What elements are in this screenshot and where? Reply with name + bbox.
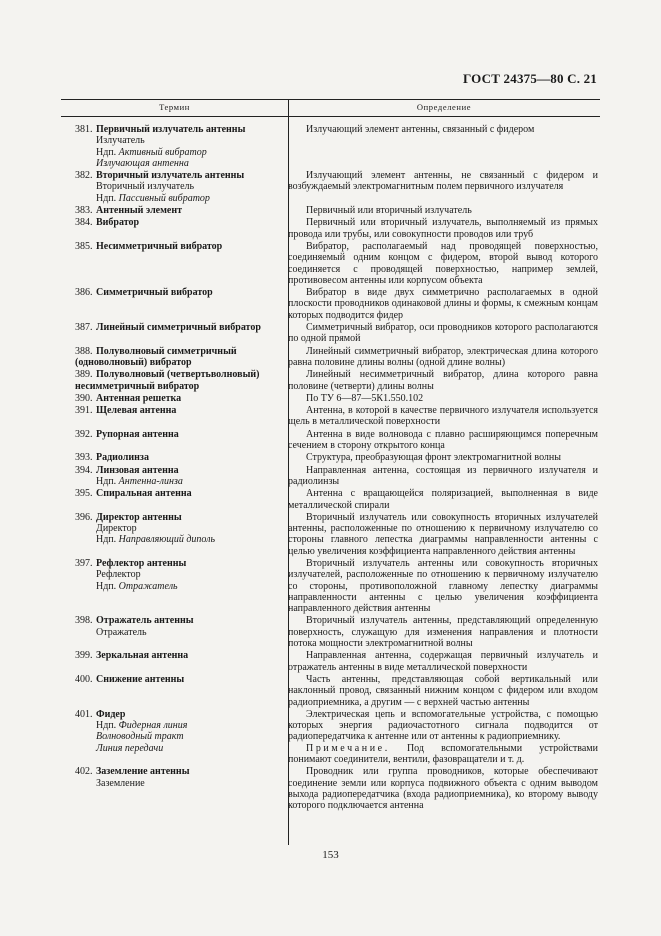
definition-text: Структура, преобразующая фронт электромагнитной волны: [306, 452, 561, 464]
synonym-prefix: Ндп.: [96, 534, 119, 546]
definition-text: Излучающий элемент антенны, не связанный с фидером и возбуждаемый электромагнитным полем первичного излучателя: [288, 170, 598, 193]
term-heading: [75, 558, 283, 569]
definition-text: Проводник или группа проводников, которые обеспечивают соединение земли или корпуса подвижного объекта с одним выводом выхода радиопередатчика (входа радиоприемника), ко второму выводу которого подключается антенна: [288, 766, 598, 812]
term-name: Линзовая антенна: [96, 464, 179, 476]
term-synonym: [75, 731, 283, 742]
term-number: 383.: [75, 205, 93, 217]
definition-note: [288, 743, 598, 766]
definition-text: Первичный или вторичный излучатель, выполняемый из прямых провода или трубы, или совокупности проводов или труб: [288, 217, 598, 240]
table-row: [61, 512, 600, 557]
definition-text: Электрическая цепь и вспомогательные устройства, с помощью которых энергия радиочастотного сигнала подводится от радиопередатчика к антенне или от антенны к радиоприемнику.: [288, 708, 598, 743]
synonym-prefix: Ндп.: [96, 580, 119, 592]
term-name: Полуволновый (четвертьволновый) несимметричный вибратор: [75, 369, 260, 392]
column-header-term: Термин: [159, 102, 190, 112]
term-cell: [61, 287, 283, 321]
term-heading: [75, 393, 283, 404]
table-row: [61, 558, 600, 614]
definition-text: Вибратор, располагаемый над проводящей поверхностью, соединяемый одним концом с фидером, второй вывод которого соединяется с проводящей поверхностью, например землей, противовесом антенны или корпусом объекта: [288, 240, 598, 286]
term-number: 391.: [75, 405, 93, 417]
definition-cell: [288, 615, 598, 649]
term-synonym: [75, 720, 283, 731]
definition-cell: [288, 429, 598, 452]
term-synonym: [75, 476, 283, 487]
term-number: 394.: [75, 464, 93, 476]
term-name: Директор антенны: [96, 511, 182, 523]
term-cell: [61, 650, 283, 673]
definition-cell: [288, 322, 598, 345]
definition-cell: [288, 170, 598, 204]
term-cell: [61, 488, 283, 511]
table-header-rule: [61, 116, 600, 117]
table-row: [61, 405, 600, 428]
term-heading: [75, 452, 283, 463]
term-heading: [75, 217, 283, 228]
term-synonym: [75, 158, 283, 169]
term-number: 396.: [75, 511, 93, 523]
table-row: [61, 124, 600, 169]
term-number: 386.: [75, 287, 93, 299]
table-row: [61, 615, 600, 649]
term-number: 399.: [75, 650, 93, 662]
synonym-text: Рефлектор: [96, 569, 141, 581]
definition-text: Линейный несимметричный вибратор, длина которого равна половине (четверти) длины волны: [288, 369, 598, 392]
table-row: [61, 170, 600, 204]
term-heading: [75, 124, 283, 135]
term-heading: [75, 709, 283, 720]
term-name: Зеркальная антенна: [96, 650, 189, 662]
terms-table: [61, 124, 600, 813]
term-number: 393.: [75, 452, 93, 464]
term-name: Спиральная антенна: [96, 488, 192, 500]
term-cell: [61, 124, 283, 169]
term-synonym: [75, 778, 283, 789]
term-cell: [61, 205, 283, 216]
definition-cell: [288, 766, 598, 811]
definition-cell: [288, 369, 598, 392]
term-heading: [75, 405, 283, 416]
term-cell: [61, 766, 283, 811]
definition-cell: [288, 558, 598, 614]
definition-cell: [288, 465, 598, 488]
table-row: [61, 322, 600, 345]
synonym-text: Излучатель: [96, 135, 145, 147]
term-cell: [61, 393, 283, 404]
definition-text: Направленная антенна, содержащая первичный излучатель и отражатель антенны в виде металлической поверхности: [288, 650, 598, 673]
table-row: [61, 393, 600, 404]
term-number: 382.: [75, 170, 93, 182]
term-number: 402.: [75, 766, 93, 778]
definition-text: Вторичный излучатель антенны, представляющий определенную поверхность, служащую для изменения направления и плотности потока мощности электромагнитной волны: [288, 615, 598, 650]
term-cell: [61, 429, 283, 452]
term-number: 389.: [75, 369, 93, 381]
term-name: Антенный элемент: [96, 205, 183, 217]
synonym-text: Активный вибратор: [118, 146, 207, 158]
term-heading: [75, 650, 283, 661]
term-cell: [61, 405, 283, 428]
definition-cell: [288, 405, 598, 428]
term-cell: [61, 558, 283, 614]
note-label: Примечание.: [306, 742, 390, 754]
term-cell: [61, 512, 283, 557]
definition-text: Часть антенны, представляющая собой вертикальный или наклонный провод, связанный нижним концом с фидером или входом радиоприемника, а другим — с верхней частью антенны: [288, 673, 598, 708]
synonym-text: Направляющий диполь: [118, 534, 216, 546]
definition-cell: [288, 674, 598, 708]
definition-text: Излучающий элемент антенны, связанный с фидером: [306, 124, 535, 135]
term-synonym: [75, 627, 283, 638]
definition-text: Вторичный излучатель антенны или совокупность вторичных излучателей, расположенные по отношению к первичному излучателю со стороны, противоположной главному лепестку диаграммы направленности антенны с целью увеличения коэффициента направленного действия антенны: [288, 557, 598, 615]
term-heading: [75, 429, 283, 440]
term-heading: [75, 241, 283, 252]
term-synonym: [75, 534, 283, 545]
term-synonym: [75, 523, 283, 534]
definition-cell: [288, 287, 598, 321]
table-row: [61, 465, 600, 488]
term-heading: [75, 766, 283, 777]
term-cell: [61, 709, 283, 765]
definition-cell: [288, 217, 598, 240]
term-heading: [75, 346, 283, 369]
synonym-text: Вторичный излучатель: [96, 181, 195, 193]
term-synonym: [75, 147, 283, 158]
term-cell: [61, 170, 283, 204]
definition-text: Вторичный излучатель или совокупность вторичных излучателей антенны, расположенные по отношению к первичному излучателю со стороны главного лепестка диаграммы направленности антенны с целью увеличения коэффициента направленного действия антенны: [288, 511, 598, 557]
term-name: Щелевая антенна: [96, 405, 177, 417]
definition-cell: [288, 346, 598, 369]
page-number: 153: [322, 849, 339, 861]
note-text: Под вспомогательными устройствами понимают соединители, вентили, фазовращатели и т. д.: [288, 742, 598, 766]
synonym-text: Излучающая антенна: [96, 157, 189, 169]
term-name: Рефлектор антенны: [96, 557, 187, 569]
term-number: 381.: [75, 124, 93, 135]
synonym-text: Волноводный тракт: [96, 731, 184, 743]
definition-text: Первичный или вторичный излучатель: [306, 205, 472, 217]
definition-cell: [288, 488, 598, 511]
term-cell: [61, 615, 283, 649]
term-cell: [61, 322, 283, 345]
term-name: Рупорная антенна: [96, 428, 179, 440]
term-heading: [75, 205, 283, 216]
term-name: Отражатель антенны: [96, 615, 194, 627]
definition-text: Антенна, в которой в качестве первичного излучателя используется щель в металлической поверхности: [288, 405, 598, 428]
table-row: [61, 650, 600, 673]
term-synonym: [75, 569, 283, 580]
term-number: 392.: [75, 428, 93, 440]
synonym-text: Отражатель: [118, 580, 178, 592]
synonym-text: Отражатель: [96, 626, 147, 638]
table-top-rule: [61, 99, 600, 100]
definition-cell: [288, 709, 598, 765]
definition-text: Антенна с вращающейся поляризацией, выполненная в виде металлической спирали: [288, 488, 598, 511]
table-row: [61, 217, 600, 240]
synonym-text: Заземление: [96, 777, 145, 789]
table-row: [61, 709, 600, 765]
term-number: 397.: [75, 557, 93, 569]
definition-text: Антенна в виде волновода с плавно расширяющимся поперечным сечением в сторону открытого конца: [288, 428, 598, 452]
table-row: [61, 674, 600, 708]
term-name: Линейный симметричный вибратор: [96, 322, 261, 334]
synonym-prefix: Ндп.: [96, 146, 119, 158]
synonym-prefix: Ндп.: [96, 475, 119, 487]
term-name: Снижение антенны: [96, 673, 185, 685]
table-row: [61, 766, 600, 811]
column-header-definition: Определение: [416, 102, 472, 112]
term-number: 390.: [75, 392, 93, 404]
term-cell: [61, 452, 283, 463]
table-row: [61, 452, 600, 463]
term-cell: [61, 369, 283, 392]
definition-text: Вибратор в виде двух симметрично располагаемых в одной плоскости проводников одинаковой длины и формы, к смежным концам которых подводится фидер: [288, 287, 598, 321]
term-name: Вибратор: [96, 217, 140, 229]
term-name: Радиолинза: [96, 452, 149, 464]
synonym-text: Директор: [96, 523, 137, 535]
definition-text: Направленная антенна, состоящая из первичного излучателя и радиолинзы: [288, 464, 598, 487]
definition-cell: [288, 452, 598, 463]
synonym-text: Антенна-линза: [118, 475, 183, 487]
table-row: [61, 369, 600, 392]
term-number: 385.: [75, 240, 93, 252]
term-number: 387.: [75, 322, 93, 334]
term-cell: [61, 241, 283, 286]
definition-cell: [288, 650, 598, 673]
term-synonym: [75, 181, 283, 192]
standard-header: ГОСТ 24375—80 С. 21: [463, 71, 597, 86]
definition-text: По ТУ 6—87—5К1.550.102: [306, 392, 424, 404]
synonym-text: Пассивный вибратор: [118, 192, 210, 204]
table-row: [61, 429, 600, 452]
term-cell: [61, 465, 283, 488]
definition-text: Симметричный вибратор, оси проводников которого располагаются по одной прямой: [288, 322, 598, 345]
term-name: Антенная решетка: [96, 392, 182, 404]
definition-cell: [288, 124, 598, 169]
definition-cell: [288, 205, 598, 216]
term-name: Заземление антенны: [96, 766, 190, 778]
term-heading: [75, 322, 283, 333]
table-row: [61, 205, 600, 216]
term-name: Первичный излучатель антенны: [96, 124, 246, 135]
term-heading: [75, 465, 283, 476]
term-number: 401.: [75, 708, 93, 720]
term-name: Полуволновый симметричный (одноволновый) вибратор: [75, 345, 237, 368]
term-synonym: [75, 193, 283, 204]
definition-text: Линейный симметричный вибратор, электрическая длина которого равна половине длины волны (одной длине волны): [288, 345, 598, 368]
term-heading: [75, 287, 283, 298]
term-cell: [61, 674, 283, 708]
definition-cell: [288, 241, 598, 286]
term-name: Несимметричный вибратор: [96, 240, 223, 252]
term-synonym: [75, 743, 283, 754]
term-heading: [75, 170, 283, 181]
table-row: [61, 346, 600, 369]
term-heading: [75, 488, 283, 499]
synonym-prefix: Ндп.: [96, 720, 119, 732]
table-row: [61, 241, 600, 286]
definition-cell: [288, 512, 598, 557]
term-number: 398.: [75, 615, 93, 627]
table-row: [61, 488, 600, 511]
synonym-text: Фидерная линия: [118, 720, 188, 732]
term-number: 400.: [75, 673, 93, 685]
term-heading: [75, 615, 283, 626]
term-heading: [75, 674, 283, 685]
term-synonym: [75, 135, 283, 146]
term-name: Симметричный вибратор: [96, 287, 213, 299]
synonym-prefix: Ндп.: [96, 192, 119, 204]
definition-cell: [288, 393, 598, 404]
term-number: 395.: [75, 488, 93, 500]
term-name: Вторичный излучатель антенны: [96, 170, 245, 182]
term-cell: [61, 217, 283, 240]
term-name: Фидер: [96, 708, 126, 720]
term-synonym: [75, 581, 283, 592]
term-number: 388.: [75, 345, 93, 357]
term-cell: [61, 346, 283, 369]
term-number: 384.: [75, 217, 93, 229]
table-row: [61, 287, 600, 321]
term-heading: [75, 512, 283, 523]
synonym-text: Линия передачи: [96, 742, 164, 754]
term-heading: [75, 369, 283, 392]
